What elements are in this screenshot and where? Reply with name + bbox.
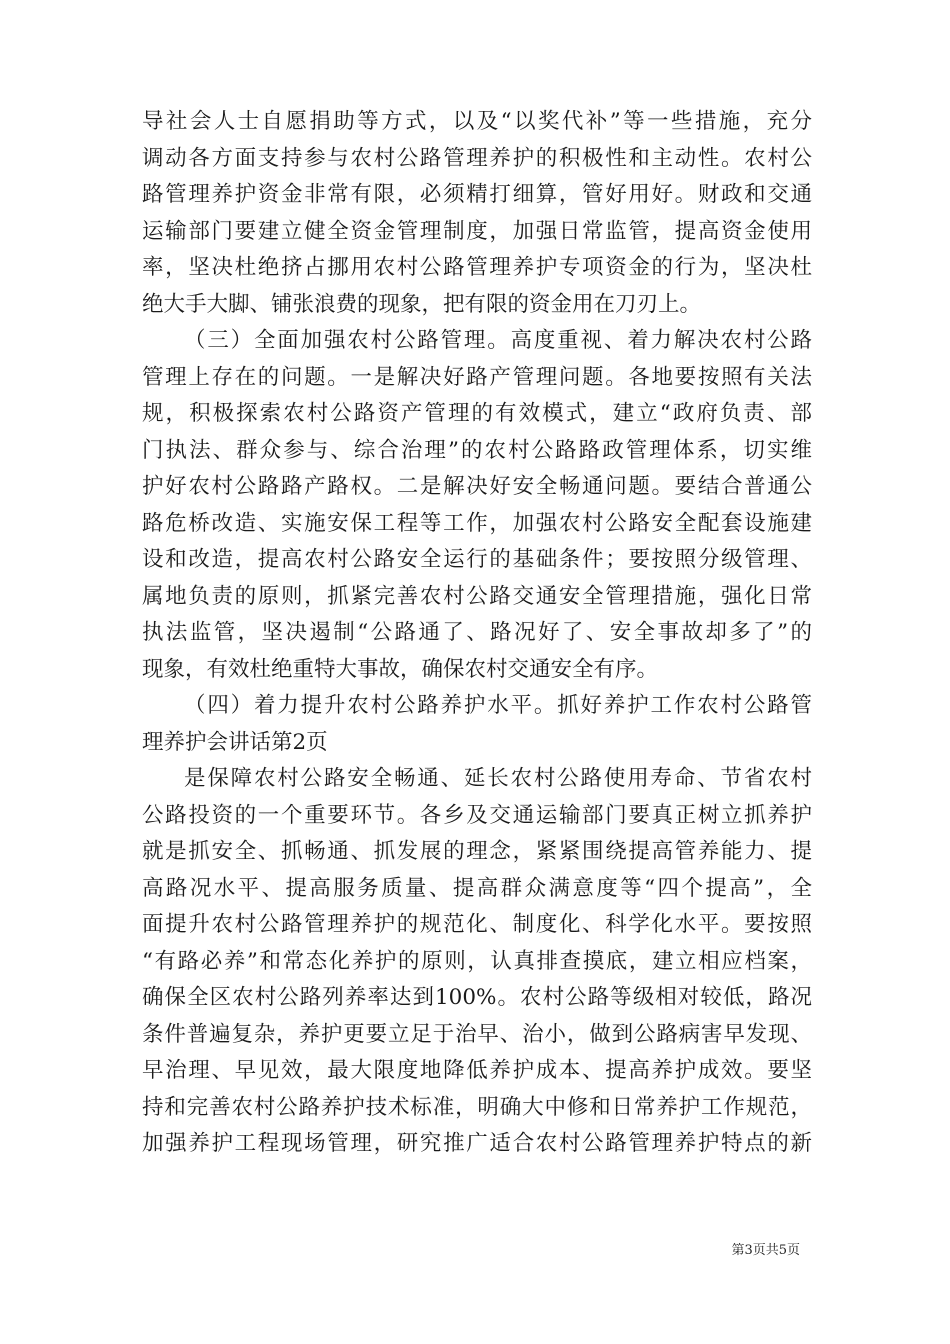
text-line: 规，积极探索农村公路资产管理的有效模式，建立“政府负责、部	[142, 401, 812, 426]
text-line: 率，坚决杜绝挤占挪用农村公路管理养护专项资金的行为，坚决杜	[142, 255, 812, 280]
text-line: 确保全区农村公路列养率达到100%。农村公路等级相对较低，路况	[142, 985, 812, 1010]
text-line: 绝大手大脚、铺张浪费的现象，把有限的资金用在刀刃上。	[142, 291, 702, 317]
text-line: 执法监管，坚决遏制“公路通了、路况好了、安全事故却多了”的	[142, 620, 812, 645]
text-line: 调动各方面支持参与农村公路管理养护的积极性和主动性。农村公	[142, 145, 812, 171]
text-line: “有路必养”和常态化养护的原则，认真排查摸底，建立相应档案，	[142, 948, 812, 974]
paragraph-heading-3: （三）全面加强农村公路管理。高度重视、着力解决农村公路	[184, 328, 812, 353]
text-line: 面提升农村公路管理养护的规范化、制度化、科学化水平。要按照	[142, 912, 812, 937]
text-line: 就是抓安全、抓畅通、抓发展的理念，紧紧围绕提高管养能力、提	[142, 839, 812, 864]
text-line: 理养护会讲话第2页	[142, 729, 328, 755]
text-line: 路危桥改造、实施安保工程等工作，加强农村公路安全配套设施建	[142, 510, 812, 536]
text-line: 早治理、早见效，最大限度地降低养护成本、提高养护成效。要坚	[142, 1058, 812, 1083]
paragraph-heading-4: （四）着力提升农村公路养护水平。抓好养护工作农村公路管	[184, 693, 812, 718]
text-line: 设和改造，提高农村公路安全运行的基础条件；要按照分级管理、	[142, 547, 812, 572]
text-line: 管理上存在的问题。一是解决好路产管理问题。各地要按照有关法	[142, 364, 812, 390]
text-line: 属地负责的原则，抓紧完善农村公路交通安全管理措施，强化日常	[142, 583, 812, 609]
text-line: 护好农村公路路产路权。二是解决好安全畅通问题。要结合普通公	[142, 474, 812, 499]
text-line: 路管理养护资金非常有限，必须精打细算，管好用好。财政和交通	[142, 182, 812, 207]
text-line: 是保障农村公路安全畅通、延长农村公路使用寿命、节省农村	[184, 766, 812, 791]
text-line: 高路况水平、提高服务质量、提高群众满意度等“四个提高”，全	[142, 875, 812, 901]
text-line: 门执法、群众参与、综合治理”的农村公路路政管理体系，切实维	[142, 437, 812, 463]
text-line: 持和完善农村公路养护技术标准，明确大中修和日常养护工作规范，	[142, 1094, 812, 1120]
text-line: 运输部门要建立健全资金管理制度，加强日常监管，提高资金使用	[142, 218, 812, 244]
text-line: 现象，有效杜绝重特大事故，确保农村交通安全有序。	[142, 656, 659, 682]
text-line: 导社会人士自愿捐助等方式，以及“以奖代补”等一些措施，充分	[142, 109, 812, 134]
text-line: 条件普遍复杂，养护更要立足于治早、治小，做到公路病害早发现、	[142, 1021, 812, 1047]
body-text	[142, 104, 812, 1163]
text-line: 公路投资的一个重要环节。各乡及交通运输部门要真正树立抓养护	[142, 802, 812, 828]
page-number: 第3页共5页	[731, 1243, 800, 1258]
text-line: 加强养护工程现场管理，研究推广适合农村公路管理养护特点的新	[142, 1131, 812, 1156]
